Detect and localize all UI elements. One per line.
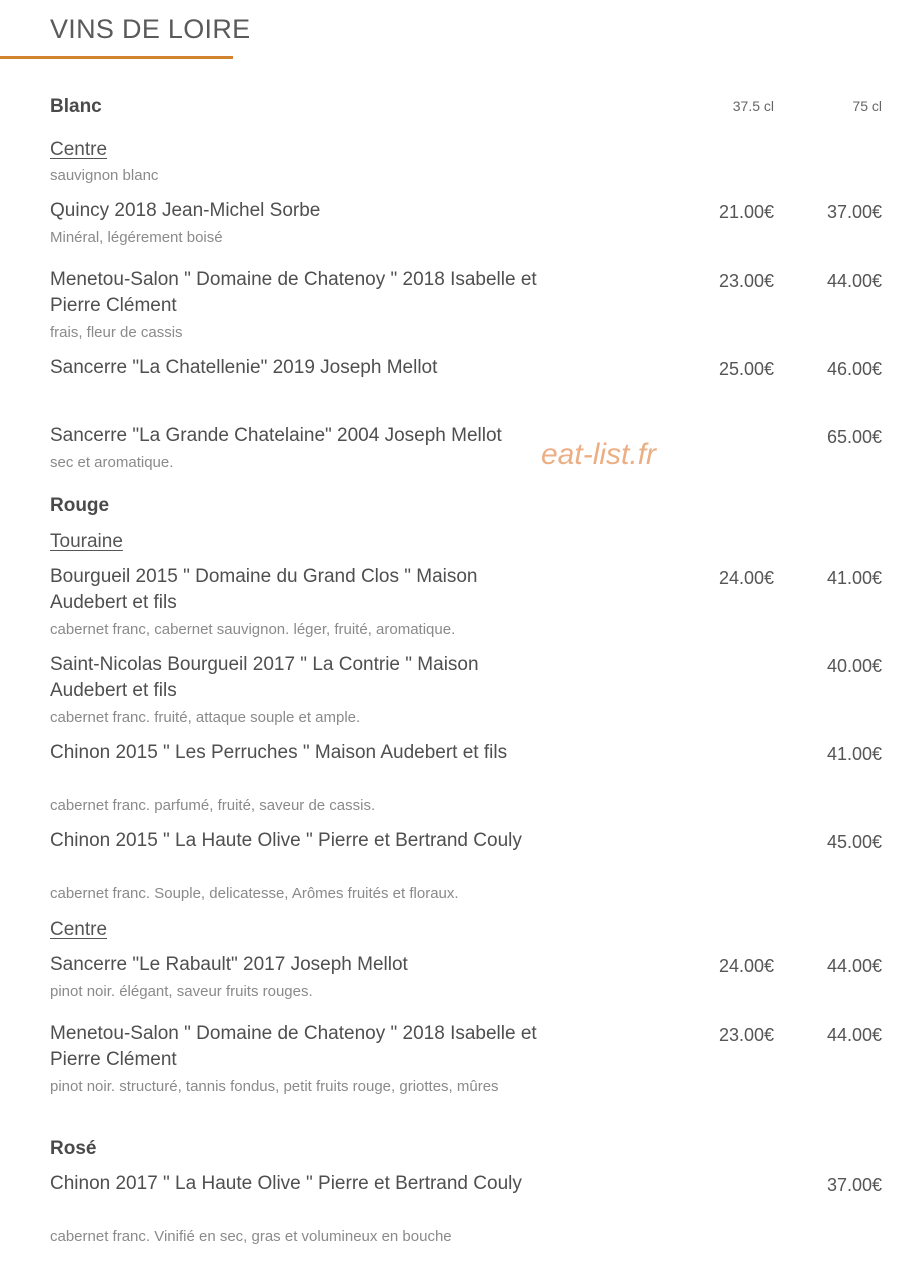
wine-name: Menetou-Salon " Domaine de Chatenoy " 2018 Isabelle et Pierre Clément bbox=[50, 1023, 537, 1070]
grape-variety: sauvignon blanc bbox=[50, 167, 159, 184]
wine-description: cabernet franc. Vinifié en sec, gras et volumineux en bouche bbox=[50, 1228, 452, 1245]
column-header-75cl: 75 cl bbox=[852, 98, 882, 114]
wine-description: cabernet franc. fruité, attaque souple et ample. bbox=[50, 709, 361, 726]
price-75cl: 45.00€ bbox=[826, 832, 882, 852]
column-header-37cl: 37.5 cl bbox=[732, 98, 774, 114]
price-75cl: 46.00€ bbox=[826, 359, 882, 379]
price-37cl: 25.00€ bbox=[718, 359, 774, 379]
price-75cl: 37.00€ bbox=[826, 1175, 882, 1195]
price-75cl: 44.00€ bbox=[826, 956, 882, 976]
price-75cl: 44.00€ bbox=[826, 1025, 882, 1045]
title-underline bbox=[0, 56, 233, 59]
wine-name: Chinon 2015 " Les Perruches " Maison Audebert et fils bbox=[50, 742, 508, 763]
wine-description: pinot noir. élégant, saveur fruits rouges. bbox=[50, 983, 313, 1000]
wine-description: cabernet franc, cabernet sauvignon. léger, fruité, aromatique. bbox=[50, 621, 456, 638]
price-37cl: 21.00€ bbox=[718, 202, 774, 222]
price-37cl: 24.00€ bbox=[718, 568, 774, 588]
wine-description: sec et aromatique. bbox=[50, 454, 174, 471]
price-75cl: 44.00€ bbox=[826, 271, 882, 291]
price-75cl: 65.00€ bbox=[826, 427, 882, 447]
section-heading-rose: Rosé bbox=[50, 1138, 97, 1159]
wine-description: pinot noir. structuré, tannis fondus, petit fruits rouge, griottes, mûres bbox=[50, 1078, 499, 1095]
wine-name: Chinon 2017 " La Haute Olive " Pierre et Bertrand Couly bbox=[50, 1173, 522, 1194]
wine-name: Sancerre "La Grande Chatelaine" 2004 Joseph Mellot bbox=[50, 425, 502, 446]
page-title: VINS DE LOIRE bbox=[50, 14, 251, 44]
price-75cl: 40.00€ bbox=[826, 656, 882, 676]
wine-description: cabernet franc. Souple, delicatesse, Arômes fruités et floraux. bbox=[50, 885, 459, 902]
price-75cl: 37.00€ bbox=[826, 202, 882, 222]
watermark: eat-list.fr bbox=[541, 438, 657, 471]
wine-description: cabernet franc. parfumé, fruité, saveur de cassis. bbox=[50, 797, 376, 814]
section-heading-blanc: Blanc bbox=[50, 96, 102, 117]
price-37cl: 23.00€ bbox=[718, 1025, 774, 1045]
wine-description: Minéral, légérement boisé bbox=[50, 229, 223, 246]
wine-name: Sancerre "La Chatellenie" 2019 Joseph Mellot bbox=[50, 357, 438, 378]
wine-name: Sancerre "Le Rabault" 2017 Joseph Mellot bbox=[50, 954, 408, 975]
wine-name: Chinon 2015 " La Haute Olive " Pierre et Bertrand Couly bbox=[50, 830, 522, 851]
region-heading: Centre bbox=[50, 139, 108, 160]
wine-name: Saint-Nicolas Bourgueil 2017 " La Contrie " Maison Audebert et fils bbox=[50, 654, 479, 701]
section-heading-rouge: Rouge bbox=[50, 495, 110, 516]
wine-description: frais, fleur de cassis bbox=[50, 324, 183, 341]
price-37cl: 24.00€ bbox=[718, 956, 774, 976]
wine-name: Menetou-Salon " Domaine de Chatenoy " 2018 Isabelle et Pierre Clément bbox=[50, 269, 537, 316]
price-37cl: 23.00€ bbox=[718, 271, 774, 291]
price-75cl: 41.00€ bbox=[826, 568, 882, 588]
price-75cl: 41.00€ bbox=[826, 744, 882, 764]
region-heading: Touraine bbox=[50, 531, 123, 552]
wine-name: Bourgueil 2015 " Domaine du Grand Clos " Maison Audebert et fils bbox=[50, 566, 478, 613]
wine-name: Quincy 2018 Jean-Michel Sorbe bbox=[50, 200, 321, 221]
region-heading: Centre bbox=[50, 919, 108, 940]
